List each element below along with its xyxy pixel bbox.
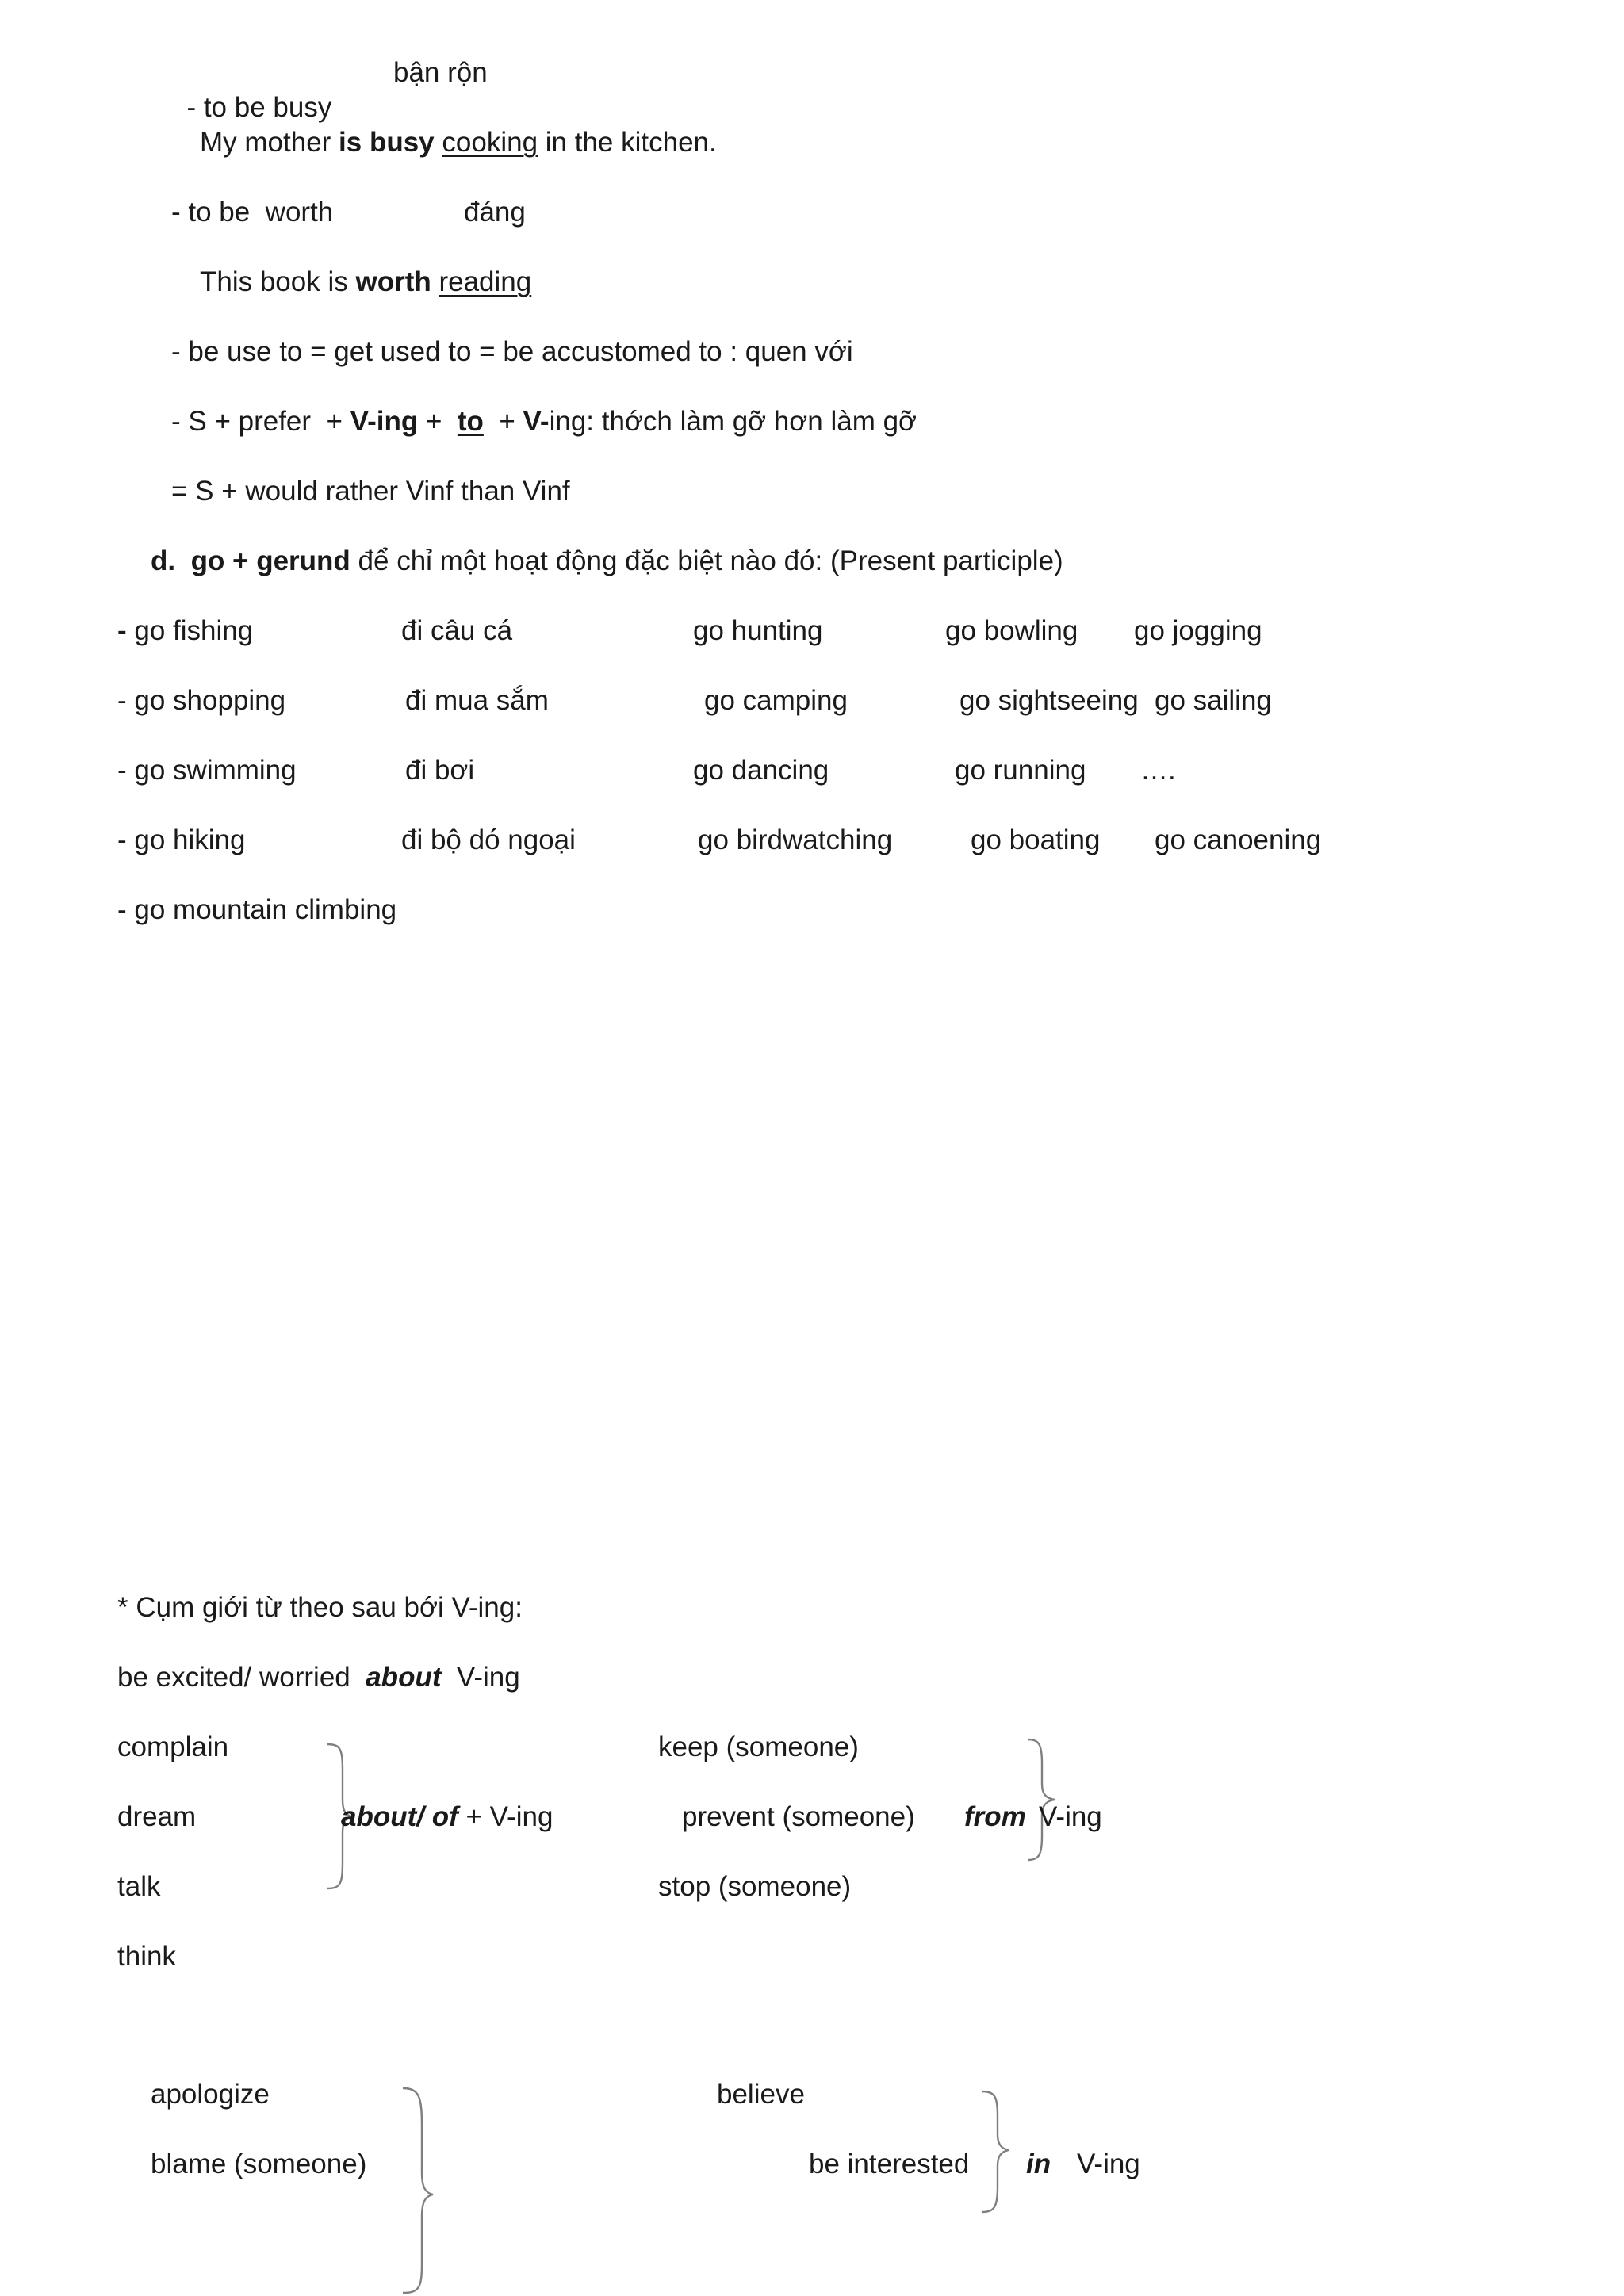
excited-line [117, 1660, 520, 1695]
prep-post: + V-ing [458, 1801, 553, 1832]
worth-example-space [431, 266, 439, 297]
busy-meaning: bận rộn [393, 57, 488, 88]
verb-item: complain [117, 1732, 229, 1762]
prefer-line [171, 404, 917, 439]
section-d-number: d. [151, 545, 176, 576]
activity: go dancing [693, 755, 829, 786]
worth-example-pre: This book is [200, 266, 356, 297]
activity: go camping [704, 685, 848, 716]
would-rather-line: = S + would rather Vinf than Vinf [171, 476, 570, 507]
activity: go bowling [945, 615, 1078, 646]
busy-example-pre: My mother [200, 127, 339, 158]
verb-item: keep (someone) [658, 1732, 859, 1762]
excited-pre: be excited/ worried [117, 1662, 366, 1693]
in-ving: V-ing [1077, 2149, 1140, 2179]
prepositions-heading: * Cụm giới từ theo sau bới V-ing: [117, 1592, 523, 1623]
list-dash: - [117, 894, 135, 925]
worth-label: - to be worth [171, 197, 334, 228]
list-dash: - [117, 685, 135, 716]
prefer-part-2: + [418, 406, 458, 437]
activity: go hunting [693, 615, 823, 646]
busy-line [171, 55, 331, 125]
worth-example-underlined: reading [439, 266, 532, 297]
brace-for [400, 2085, 436, 2296]
activity-meaning: đi câu cá [401, 615, 513, 646]
busy-example [200, 125, 717, 160]
activity: go sightseeing [959, 685, 1139, 716]
prefer-to: to [457, 406, 484, 437]
list-dash: - [117, 755, 135, 786]
prep-in [1026, 2147, 1051, 2182]
prefer-part-3: + [483, 406, 523, 437]
busy-example-bold: is busy [339, 127, 435, 158]
ellipsis: …. [1140, 755, 1176, 786]
activity: go jogging [1134, 615, 1262, 646]
activity: go mountain climbing [134, 894, 397, 925]
worth-example-bold: worth [355, 266, 431, 297]
prep-about-of [341, 1800, 553, 1835]
activity: go hiking [134, 825, 246, 855]
activity-meaning: đi bộ dó ngoại [401, 825, 576, 855]
busy-example-underlined: cooking [442, 127, 538, 158]
activity: go swimming [134, 755, 297, 786]
verb-item: stop (someone) [658, 1871, 852, 1902]
prefer-part-4: ing: thớch làm gỡ hơn làm gỡ [549, 406, 917, 437]
activity: go fishing [126, 615, 254, 646]
prefer-bold-v: V- [523, 406, 550, 437]
verb-item: dream [117, 1801, 197, 1832]
prep-label: about/ of [341, 1801, 458, 1832]
activity: go boating [971, 825, 1101, 855]
list-item [117, 823, 246, 858]
verb-item: blame (someone) [151, 2149, 367, 2179]
worth-meaning: đáng [464, 197, 526, 228]
busy-example-space [435, 127, 442, 158]
list-dash: - [117, 825, 135, 855]
section-d-heading [151, 544, 1063, 579]
prep-from [964, 1800, 1026, 1835]
list-item [117, 753, 297, 788]
busy-example-post: in the kitchen. [538, 127, 717, 158]
prefer-bold-ving: V-ing [350, 406, 419, 437]
verb-item: talk [117, 1871, 161, 1902]
verb-item: believe [717, 2079, 805, 2110]
list-item [117, 893, 396, 928]
verb-item: prevent (someone) [682, 1801, 915, 1832]
prefer-part-1: - S + prefer + [171, 406, 350, 437]
verb-item: be interested [809, 2149, 970, 2179]
excited-post: V-ing [441, 1662, 520, 1693]
verb-item: think [117, 1941, 176, 1972]
worth-example [200, 265, 531, 300]
brace-in [979, 2088, 1013, 2215]
section-d-rest: để chỉ một hoạt động đặc biệt nào đó: (Present participle) [350, 545, 1063, 576]
prep-label: in [1026, 2149, 1051, 2179]
activity: go birdwatching [698, 825, 893, 855]
from-ving: V-ing [1039, 1801, 1102, 1832]
activity: go canoening [1155, 825, 1322, 855]
busy-label: - to be busy [186, 92, 332, 123]
list-dash: - [117, 615, 127, 646]
used-to-line: - be use to = get used to = be accustomed to : quen với [171, 336, 853, 367]
activity-meaning: đi bơi [405, 755, 475, 786]
activity: go shopping [134, 685, 286, 716]
list-item [117, 683, 285, 718]
activity: go running [955, 755, 1086, 786]
activity-meaning: đi mua sắm [405, 685, 549, 716]
activity: go sailing [1155, 685, 1272, 716]
list-item [117, 614, 253, 649]
verb-item: apologize [151, 2079, 270, 2110]
excited-prep: about [366, 1662, 442, 1693]
prep-label: from [964, 1801, 1026, 1832]
section-d-bold: go + gerund [190, 545, 350, 576]
